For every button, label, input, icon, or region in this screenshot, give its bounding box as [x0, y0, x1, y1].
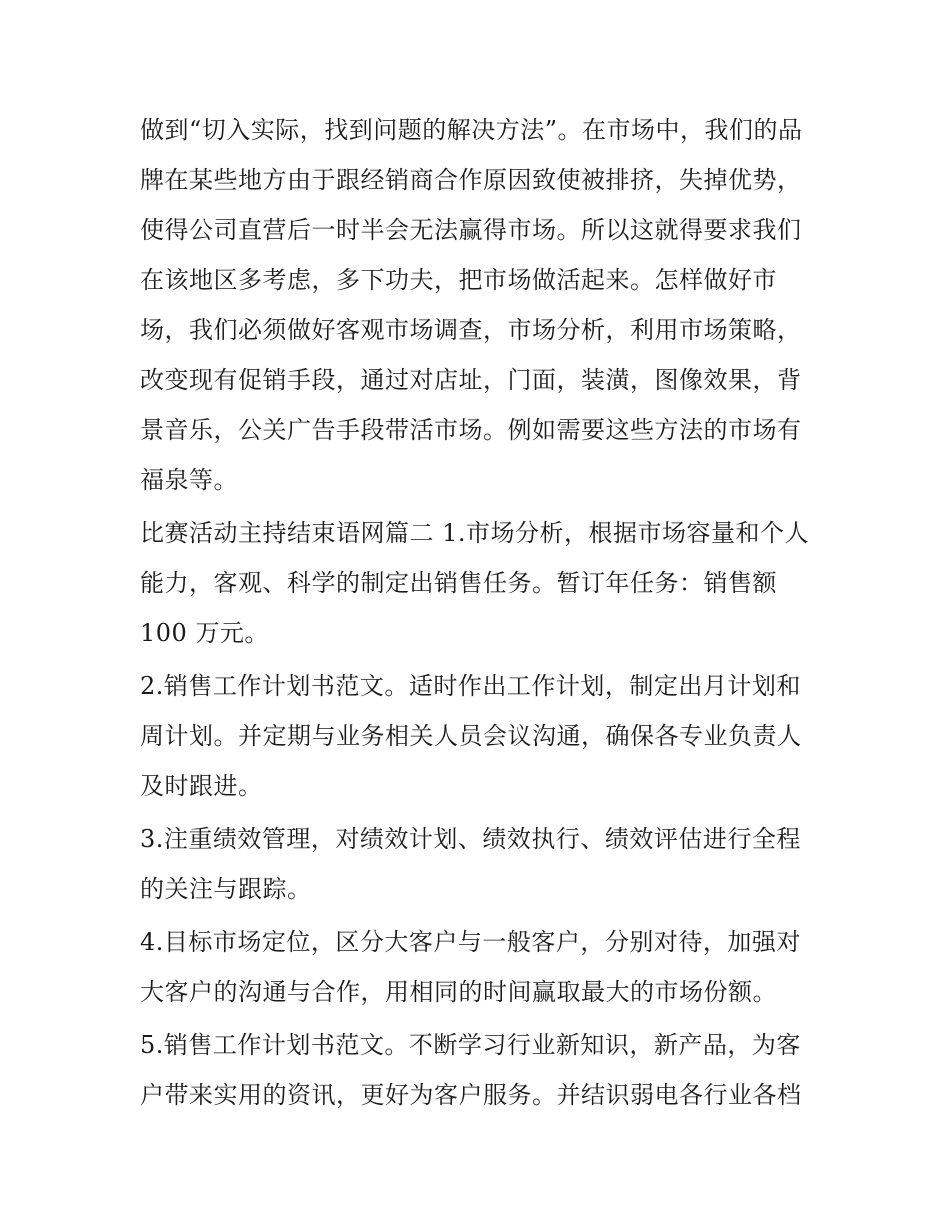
text-line: 场，我们必须做好客观市场调查，市场分析，利用市场策略，	[140, 316, 802, 344]
text-line: 使得公司直营后一时半会无法赢得市场。所以这就得要求我们	[140, 216, 802, 244]
text-line: 牌在某些地方由于跟经销商合作原因致使被排挤，失掉优势，	[140, 166, 802, 194]
text-line: 户带来实用的资讯，更好为客户服务。并结识弱电各行业各档	[140, 1081, 802, 1109]
text-line: 大客户的沟通与合作，用相同的时间赢取最大的市场份额。	[140, 978, 777, 1006]
text-line: 4.目标市场定位，区分大客户与一般客户，分别对待，加强对	[140, 928, 801, 956]
text-line: 3.注重绩效管理，对绩效计划、绩效执行、绩效评估进行全程	[140, 825, 801, 853]
text-line: 在该地区多考虑，多下功夫，把市场做活起来。怎样做好市	[140, 266, 777, 294]
text-line: 周计划。并定期与业务相关人员会议沟通，确保各专业负责人	[140, 722, 802, 750]
text-line: 2.销售工作计划书范文。适时作出工作计划，制定出月计划和	[140, 672, 801, 700]
text-line: 福泉等。	[140, 466, 238, 494]
text-line: 比赛活动主持结束语网篇二 1.市场分析，根据市场容量和个人	[140, 519, 810, 547]
text-line: 100 万元。	[140, 619, 269, 647]
text-line: 5.销售工作计划书范文。不断学习行业新知识，新产品，为客	[140, 1031, 801, 1059]
text-line: 及时跟进。	[140, 772, 263, 800]
text-line: 改变现有促销手段，通过对店址，门面，装潢，图像效果，背	[140, 366, 802, 394]
text-line: 景音乐，公关广告手段带活市场。例如需要这些方法的市场有	[140, 416, 802, 444]
text-line: 做到“切入实际，找到问题的解决方法”。在市场中，我们的品	[140, 116, 803, 144]
text-line: 能力，客观、科学的制定出销售任务。暂订年任务：销售额	[140, 569, 777, 597]
text-line: 的关注与跟踪。	[140, 875, 312, 903]
